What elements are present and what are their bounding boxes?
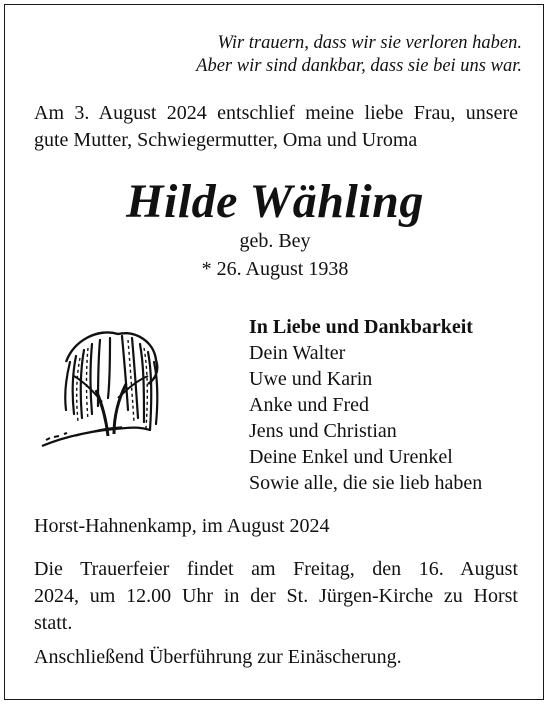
quote-line-2: Aber wir sind dankbar, dass sie bei uns war.: [196, 56, 522, 76]
maiden-name: geb. Bey: [239, 230, 311, 252]
deceased-name: Hilde Wähling: [126, 175, 424, 228]
cremation-transfer-notice: Anschließend Überführung zur Einäscherung.: [34, 646, 402, 668]
service-line-2: 2024, um 12.00 Uhr in der St. Jürgen-Kirche zu Horst: [34, 585, 518, 607]
mourner-1: Dein Walter: [249, 342, 346, 364]
mourners-heading: In Liebe und Dankbarkeit: [249, 316, 473, 338]
place-and-date: Horst-Hahnenkamp, im August 2024: [34, 515, 330, 537]
quote-line-1: Wir trauern, dass wir sie verloren haben.: [217, 33, 522, 53]
mourner-3: Anke und Fred: [249, 394, 369, 416]
service-line-1: Die Trauerfeier findet am Freitag, den 16. August: [34, 558, 518, 580]
memorial-quote: [196, 32, 522, 78]
birth-date: * 26. August 1938: [201, 258, 349, 280]
death-announcement: [34, 100, 518, 154]
mourner-6: Sowie alle, die sie lieb haben: [249, 472, 483, 494]
mourner-5: Deine Enkel und Urenkel: [249, 446, 453, 468]
service-line-3: statt.: [34, 612, 73, 634]
funeral-service-notice: [34, 556, 518, 637]
mourner-4: Jens und Christian: [249, 420, 397, 442]
willow-tree-icon: [36, 318, 166, 458]
mourner-2: Uwe und Karin: [249, 368, 373, 390]
mourners-block: [249, 314, 482, 496]
announcement-line-2: gute Mutter, Schwiegermutter, Oma und Uroma: [34, 129, 418, 151]
announcement-line-1: Am 3. August 2024 entschlief meine liebe Frau, unsere: [34, 102, 518, 124]
